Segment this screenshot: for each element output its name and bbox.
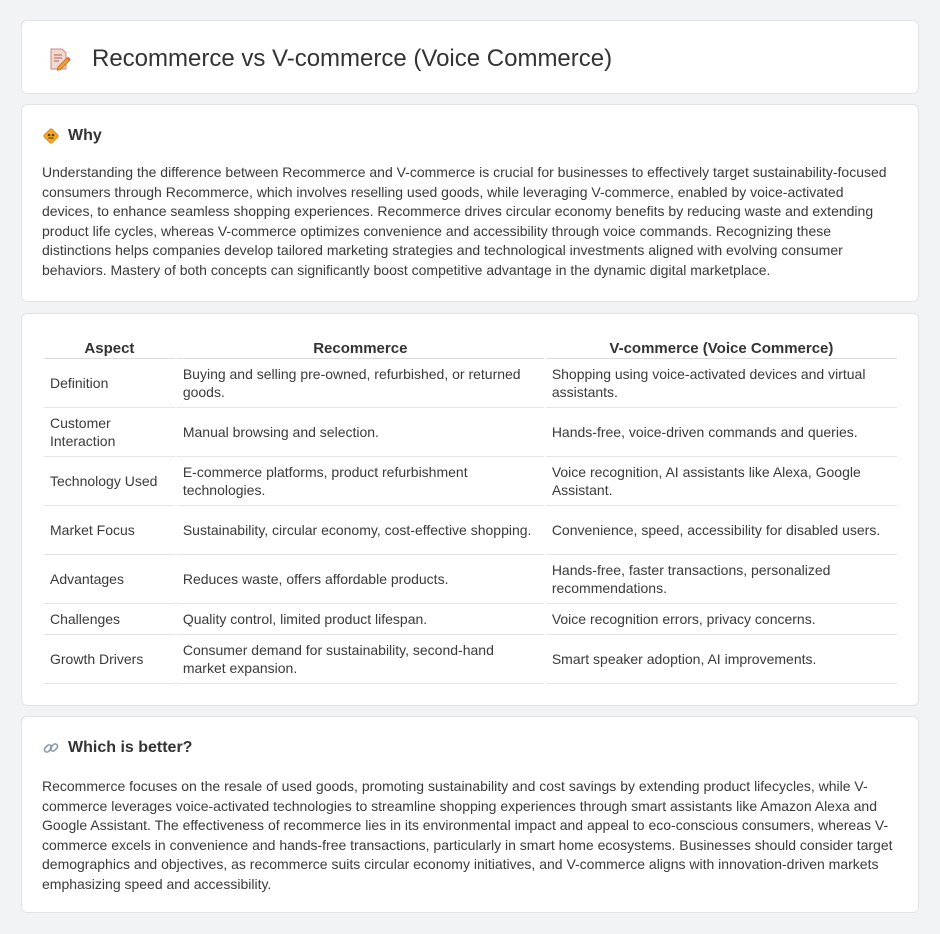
table-row	[44, 604, 897, 635]
diamond-sign-icon	[42, 127, 60, 145]
row-aspect: Technology Used	[44, 457, 175, 506]
table-row	[44, 457, 897, 506]
comparison-card	[21, 313, 919, 706]
row-vcommerce: Voice recognition, AI assistants like Alexa, Google Assistant.	[546, 457, 897, 506]
row-aspect: Customer Interaction	[44, 408, 175, 457]
row-aspect: Growth Drivers	[44, 635, 175, 684]
why-heading-row	[42, 127, 102, 145]
table-row	[44, 408, 897, 457]
row-recommerce: Manual browsing and selection.	[177, 408, 544, 457]
table-row	[44, 555, 897, 604]
table-row	[44, 359, 897, 408]
table-row	[44, 635, 897, 684]
row-recommerce: Sustainability, circular economy, cost-effective shopping.	[177, 506, 544, 555]
title-row	[46, 45, 612, 73]
row-recommerce: Reduces waste, offers affordable products.	[177, 555, 544, 604]
table-header-row	[44, 336, 897, 359]
document-pencil-icon	[46, 46, 72, 72]
row-vcommerce: Hands-free, voice-driven commands and queries.	[546, 408, 897, 457]
better-heading-row	[42, 739, 192, 757]
why-heading: Why	[68, 127, 102, 144]
row-recommerce: Buying and selling pre-owned, refurbished, or returned goods.	[177, 359, 544, 408]
table-row	[44, 506, 897, 555]
title-card	[21, 20, 919, 94]
row-aspect: Challenges	[44, 604, 175, 635]
better-paragraph: Recommerce focuses on the resale of used goods, promoting sustainability and cost savings by extending product lifecycles, while V-commerce leverages voice-activated technologies to streamline shopping experiences through smart assistants like Amazon Alexa and Google Assistant. The effectiveness of recommerce lies in its environmental impact and appeal to eco-conscious consumers, whereas V-commerce excels in convenience and hands-free transactions, particularly in smart home ecosystems. Businesses should consider target demographics and objectives, as recommerce suits circular economy initiatives, and V-commerce aligns with innovation-driven markets emphasizing speed and accessibility.	[42, 778, 893, 892]
row-aspect: Definition	[44, 359, 175, 408]
link-icon	[42, 739, 60, 757]
column-header-aspect: Aspect	[44, 336, 175, 359]
row-vcommerce: Shopping using voice-activated devices and virtual assistants.	[546, 359, 897, 408]
page-title: Recommerce vs V-commerce (Voice Commerce)	[92, 45, 613, 72]
column-header-vcommerce: V-commerce (Voice Commerce)	[546, 336, 897, 359]
why-paragraph: Understanding the difference between Recommerce and V-commerce is crucial for businesses to effectively target sustainability-focused consumers through Recommerce, which involves reselling used goods, while leveraging V-commerce, enabled by voice-activated devices, to enhance seamless shopping experiences. Recommerce drives circular economy benefits by reducing waste and extending product life cycles, whereas V-commerce optimizes convenience and accessibility through voice commands. Recognizing these distinctions helps companies develop tailored marketing strategies and technological investments aligned with evolving consumer behaviors. Mastery of both concepts can significantly boost competitive advantage in the dynamic digital marketplace.	[42, 164, 887, 278]
row-vcommerce: Voice recognition errors, privacy concerns.	[546, 604, 897, 635]
row-aspect: Market Focus	[44, 506, 175, 555]
better-heading: Which is better?	[68, 739, 193, 756]
row-aspect: Advantages	[44, 555, 175, 604]
better-card	[21, 716, 919, 913]
row-vcommerce: Hands-free, faster transactions, personalized recommendations.	[546, 555, 897, 604]
row-vcommerce: Smart speaker adoption, AI improvements.	[546, 635, 897, 684]
row-recommerce: Quality control, limited product lifespan.	[177, 604, 544, 635]
column-header-recommerce: Recommerce	[177, 336, 544, 359]
row-recommerce: Consumer demand for sustainability, second-hand market expansion.	[177, 635, 544, 684]
row-recommerce: E-commerce platforms, product refurbishment technologies.	[177, 457, 544, 506]
why-card	[21, 104, 919, 302]
comparison-table	[42, 336, 899, 684]
row-vcommerce: Convenience, speed, accessibility for disabled users.	[546, 506, 897, 555]
